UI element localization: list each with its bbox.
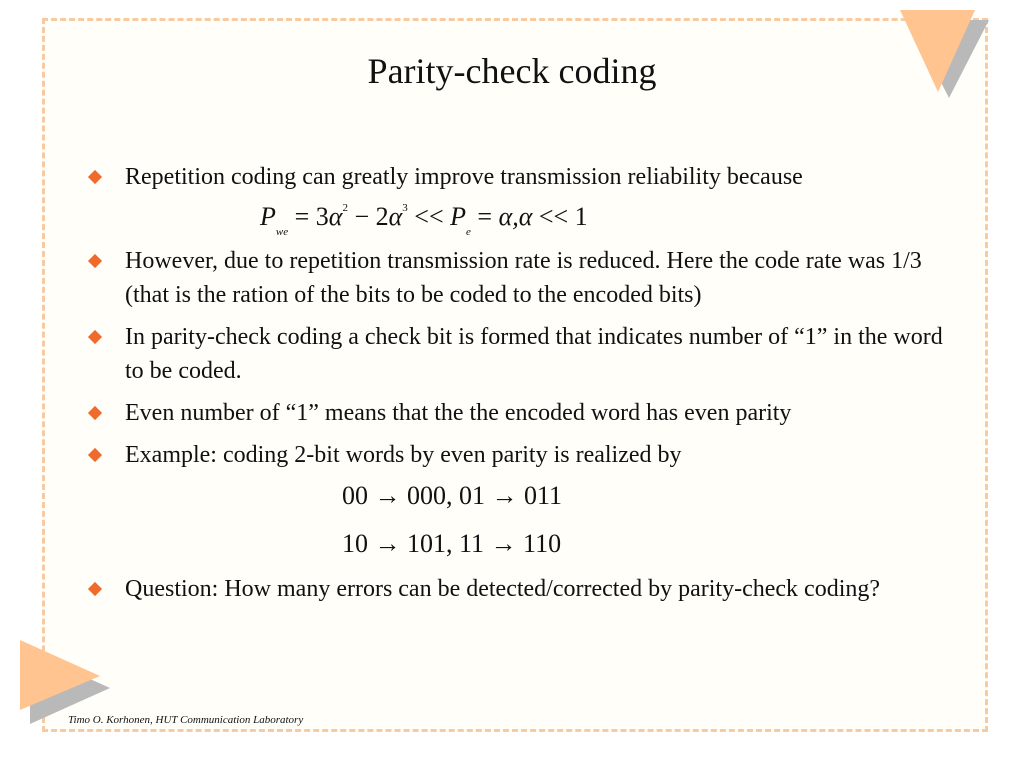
diamond-bullet-icon (88, 582, 102, 596)
bullet-text: Repetition coding can greatly improve transmission reliability because (125, 164, 803, 190)
bullet-text: In parity-check coding a check bit is formed that indicates number of “1” in the word to be coded. (125, 324, 943, 384)
mapping-line-2: 10 → 101, 11 → 110 (342, 529, 562, 558)
formula-sup3: 3 (402, 202, 408, 214)
formula-eq1: = 3 (294, 202, 329, 231)
bullet-item (90, 320, 950, 388)
bullet-text: Question: How many errors can be detected/corrected by parity-check coding? (125, 576, 881, 602)
formula-P2: P (450, 202, 466, 231)
bullet-item (90, 160, 950, 194)
formula-sub-we: we (275, 226, 289, 238)
bullet-text: Even number of “1” means that the the encoded word has even parity (125, 400, 792, 426)
bullet-text: However, due to repetition transmission rate is reduced. Here the code rate was 1/3 (that is the ration of the bits to be coded to the encoded bits) (125, 248, 922, 308)
formula-alpha: α (328, 202, 343, 231)
formula-eq2: = (477, 202, 493, 231)
formula-sub-e: e (466, 226, 471, 238)
mapping-block (90, 474, 950, 566)
formula-minus2: − 2 (354, 202, 389, 231)
diamond-bullet-icon (88, 330, 102, 344)
diamond-bullet-icon (88, 406, 102, 420)
formula-alpha-comma: α,α (498, 202, 533, 231)
diamond-bullet-icon (88, 170, 102, 184)
bullet-list (90, 160, 950, 614)
slide-footer: Timo O. Korhonen, HUT Communication Laboratory (68, 714, 304, 726)
diamond-bullet-icon (88, 448, 102, 462)
diamond-bullet-icon (88, 254, 102, 268)
reliability-formula (260, 202, 950, 238)
bullet-item (90, 244, 950, 312)
bullet-item (90, 438, 950, 472)
formula-alpha-2: α (388, 202, 403, 231)
formula-P: P (260, 202, 276, 231)
mapping-line-1: 00 → 000, 01 → 011 (342, 481, 563, 510)
bullet-item (90, 572, 950, 606)
formula-much-less: << (414, 202, 444, 231)
bullet-item (90, 396, 950, 430)
formula-much-less-one: << 1 (538, 202, 588, 231)
slide-title: Parity-check coding (367, 51, 657, 91)
bullet-text: Example: coding 2-bit words by even parity is realized by (125, 442, 682, 468)
formula-sup2: 2 (342, 202, 348, 214)
